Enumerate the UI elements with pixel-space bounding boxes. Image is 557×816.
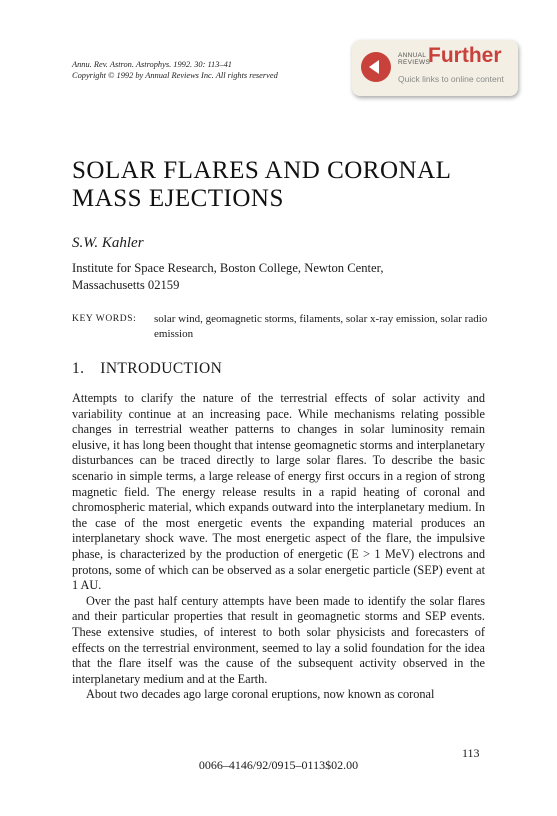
section-title: INTRODUCTION xyxy=(100,360,223,377)
article-code: 0066–4146/92/0915–0113$02.00 xyxy=(198,758,359,772)
badge-tagline: Quick links to online content xyxy=(398,74,504,84)
badge-reviews-text: REVIEWS xyxy=(398,59,431,66)
body-paragraph-3: About two decades ago large coronal eruptions, now known as coronal xyxy=(86,687,435,702)
page-number: 113 xyxy=(462,746,480,760)
title-line-1: SOLAR FLARES AND CORONAL xyxy=(72,157,452,184)
annual-reviews-further-badge[interactable] xyxy=(352,40,518,96)
citation-line-2: Copyright © 1992 by Annual Reviews Inc. All rights reserved xyxy=(72,71,278,80)
author-affiliation xyxy=(72,260,492,294)
keywords-label: KEY WORDS: xyxy=(72,314,137,324)
affiliation-line-2: Massachusetts 02159 xyxy=(72,278,180,292)
back-arrow-icon xyxy=(361,52,391,82)
article-title xyxy=(72,157,492,213)
badge-annual-text: ANNUAL xyxy=(398,52,427,59)
keywords-list: solar wind, geomagnetic storms, filaments, solar x-ray emission, solar radio emission xyxy=(154,313,488,340)
affiliation-line-1: Institute for Space Research, Boston College, Newton Center, xyxy=(72,261,384,275)
badge-brand xyxy=(398,52,430,66)
title-line-2: MASS EJECTIONS xyxy=(72,185,284,212)
body-paragraph-2: Over the past half century attempts have been made to identify the solar flares and their particular properties that result in geomagnetic storms and SEP events. These extensive studies, of interest to both solar physicists and forecasters of effects on the terrestrial environment, seemed to lay a solid foundation for the idea that the flare itself was the cause of the subsequent activity observed in the interplanetary medium and at the Earth. xyxy=(72,593,485,686)
section-heading xyxy=(72,360,222,378)
body-text xyxy=(72,391,485,703)
author-name: S.W. Kahler xyxy=(72,235,144,251)
body-paragraph-1: Attempts to clarify the nature of the terrestrial effects of solar activity and variability continue at an increasing pace. While mechanisms relating possible changes in terrestrial weather patterns to changes in solar luminosity remain elusive, it has long been thought that intense geomagnetic storms and interplanetary disturbances can be traced directly to large solar flares. To describe the basic scenario in simple terms, a large release of energy first occurs in a region of strong magnetic field. The energy release results in a rapid heating of coronal and chromospheric material, which expands outward into the interplanetary medium. In the case of the most energetic events the expanding material produces an interplanetary shock wave. The most energetic aspect of the flare, the impulsive phase, is characterized by the production of energetic (E > 1 MeV) electrons and protons, some of which can be observed as a solar energetic particle (SEP) event at 1 AU. xyxy=(72,391,485,593)
badge-further-text: Further xyxy=(428,44,502,67)
citation-header xyxy=(72,59,332,81)
citation-line-1: Annu. Rev. Astron. Astrophys. 1992. 30: 113–41 xyxy=(72,60,232,69)
section-number: 1. xyxy=(72,360,85,377)
